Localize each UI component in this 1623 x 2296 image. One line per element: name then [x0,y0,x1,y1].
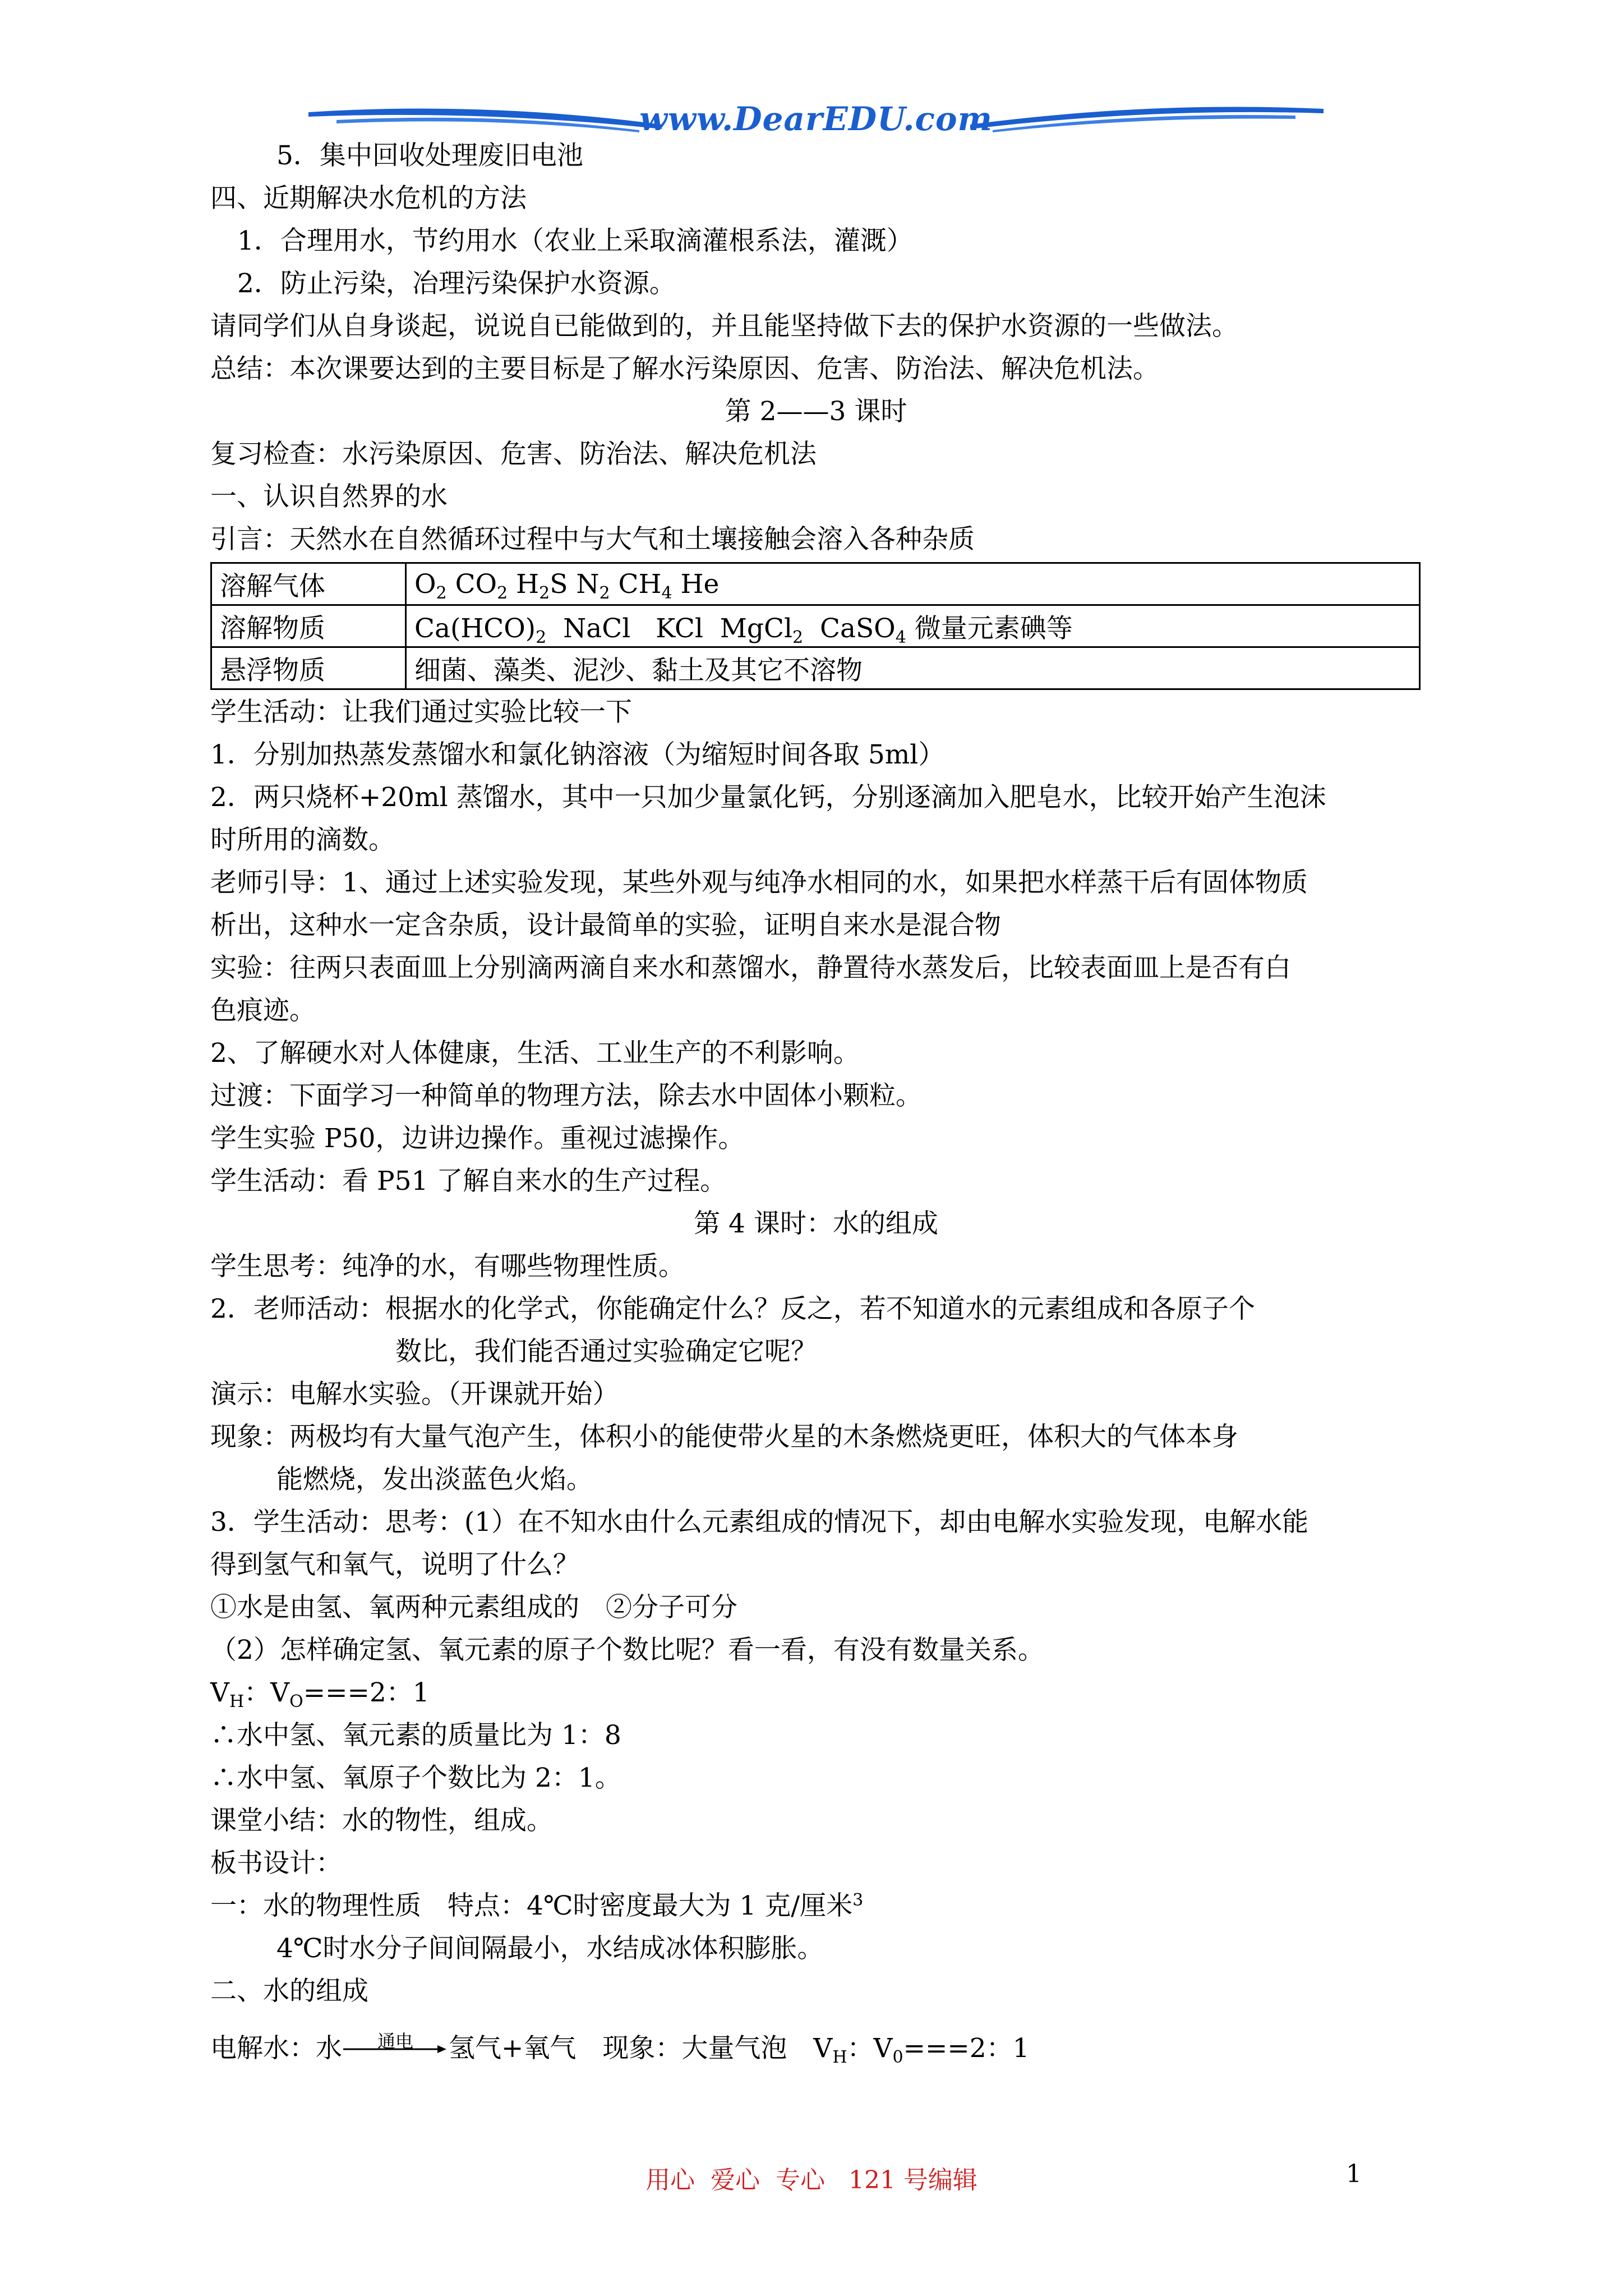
text-line: 学生活动：让我们通过实验比较一下 [210,697,632,728]
text-line: 时所用的滴数。 [210,825,395,855]
text-line: 一：水的物理性质 特点：4℃时密度最大为 1 克/厘米$^3$ [210,1890,864,1921]
electrolysis-ratio: $V_H$：$V_0===2$：1 [813,2033,1030,2067]
equation-left: 电解水：水 [210,2033,342,2064]
text-line: 总结：本次课要达到的主要目标是了解水污染原因、危害、防治法、解决危机法。 [210,353,1159,384]
text-line: ∴水中氢、氧原子个数比为 2：1。 [210,1763,621,1793]
table-cell-label: 溶解物质 [211,605,406,647]
equation-products: 氢气+氧气 [449,2033,577,2064]
text-line: 1．合理用水，节约用水（农业上采取滴灌根系法，灌溉） [237,226,913,256]
text-line: 演示：电解水实验。（开课就开始） [210,1379,619,1410]
text-line: 板书设计： [210,1848,342,1879]
table-row [211,563,1420,605]
table-cell-label: 悬浮物质 [211,647,406,689]
text-line: 实验：往两只表面皿上分别滴两滴自来水和蒸馏水，静置待水蒸发后，比较表面皿上是否有白 [210,953,1291,983]
text-line: 2、了解硬水对人体健康，生活、工业生产的不利影响。 [210,1038,860,1069]
reaction-condition: 通电 [377,2031,413,2052]
section-heading: 二、水的组成 [210,1976,368,2007]
lesson-title: 第 2——3 课时 [725,396,907,427]
text-line: 学生实验 P50，边讲边操作。重视过滤操作。 [210,1123,745,1154]
text-line: 色痕迹。 [210,995,316,1026]
text-line: 2．防止污染，冶理污染保护水资源。 [237,268,676,299]
table-cell-value: $Ca(HCO)_2$ NaCl KCl MgCl$_2$ CaSO$_4$ 微量元素碘等 [406,605,1420,647]
text-line: 得到氢气和氧气，说明了什么？ [210,1549,579,1580]
text-line: 老师引导：1、通过上述实验发现，某些外观与纯净水相同的水，如果把水样蒸干后有固体物质 [210,867,1308,898]
text-line: 析出，这种水一定含杂质，设计最简单的实验，证明自来水是混合物 [210,910,1001,941]
text-line: 5．集中回收处理废旧电池 [276,140,583,171]
text-line: 4℃时水分子间间隔最小，水结成冰体积膨胀。 [276,1933,824,1964]
text-line: 2．老师活动：根据水的化学式，你能确定什么？反之，若不知道水的元素组成和各原子个 [210,1294,1255,1324]
site-url: www.DearEDU.com [639,100,993,138]
text-line: 课堂小结：水的物性，组成。 [210,1805,553,1836]
text-line: 学生活动：看 P51 了解自来水的生产过程。 [210,1166,727,1197]
text-line: 数比，我们能否通过实验确定它呢？ [395,1336,817,1367]
table-cell-label: 溶解气体 [211,563,406,605]
document-body [210,135,1422,2070]
text-line: 2．两只烧杯+20ml 蒸馏水，其中一只加少量氯化钙，分别逐滴加入肥皂水，比较开始产生泡沫 [210,782,1326,813]
table-cell-value: $O_2$ $CO_2$ $H_2S$ $N_2$ $CH_4$ He [406,563,1420,605]
section-heading: 一、认识自然界的水 [210,481,448,512]
text-line: ①水是由氢、氧两种元素组成的 ②分子可分 [210,1592,737,1623]
text-line: 复习检查：水污染原因、危害、防治法、解决危机法 [210,439,817,470]
page-number: 1 [1346,2160,1362,2188]
text-line: 现象：两极均有大量气泡产生，体积小的能使带火星的木条燃烧更旺，体积大的气体本身 [210,1421,1238,1452]
text-line: 引言：天然水在自然循环过程中与大气和土壤接触会溶入各种杂质 [210,524,975,555]
text-line: 请同学们从自身谈起，说说自已能做到的，并且能坚持做下去的保护水资源的一些做法。 [210,311,1238,342]
text-line: 过渡：下面学习一种简单的物理方法，除去水中固体小颗粒。 [210,1080,922,1111]
text-line: 3．学生活动：思考：(1）在不知水由什么元素组成的情况下，却由电解水实验发现，电解水能 [210,1507,1309,1538]
section-heading: 四、近期解决水危机的方法 [210,183,527,214]
electrolysis-equation: 电解水：水 通电 氢气+氧气 现象：大量气泡 $V_H$：$V_0===2$：1 [210,2027,1422,2070]
reaction-arrow [342,2033,449,2067]
arrow-right-icon [342,2044,449,2055]
table-row [211,647,1420,689]
text-line: 学生思考：纯净的水，有哪些物理性质。 [210,1251,685,1282]
footer-text: 用心 爱心 专心 121 号编辑 [645,2166,978,2194]
text-line: 能燃烧，发出淡蓝色火焰。 [276,1464,593,1495]
table-row [211,605,1420,647]
volume-ratio: $V_H$：$V_O===2$：1 [210,1677,430,1711]
text-line: 1．分别加热蒸发蒸馏水和氯化钠溶液（为缩短时间各取 5ml） [210,739,945,770]
lesson-title: 第 4 课时：水的组成 [694,1208,938,1239]
text-line: （2）怎样确定氢、氧元素的原子个数比呢？看一看，有没有数量关系。 [210,1635,1044,1665]
impurities-table [210,562,1421,690]
text-line: ∴水中氢、氧元素的质量比为 1：8 [210,1720,621,1751]
table-cell-value: 细菌、藻类、泥沙、黏土及其它不溶物 [406,647,1420,689]
